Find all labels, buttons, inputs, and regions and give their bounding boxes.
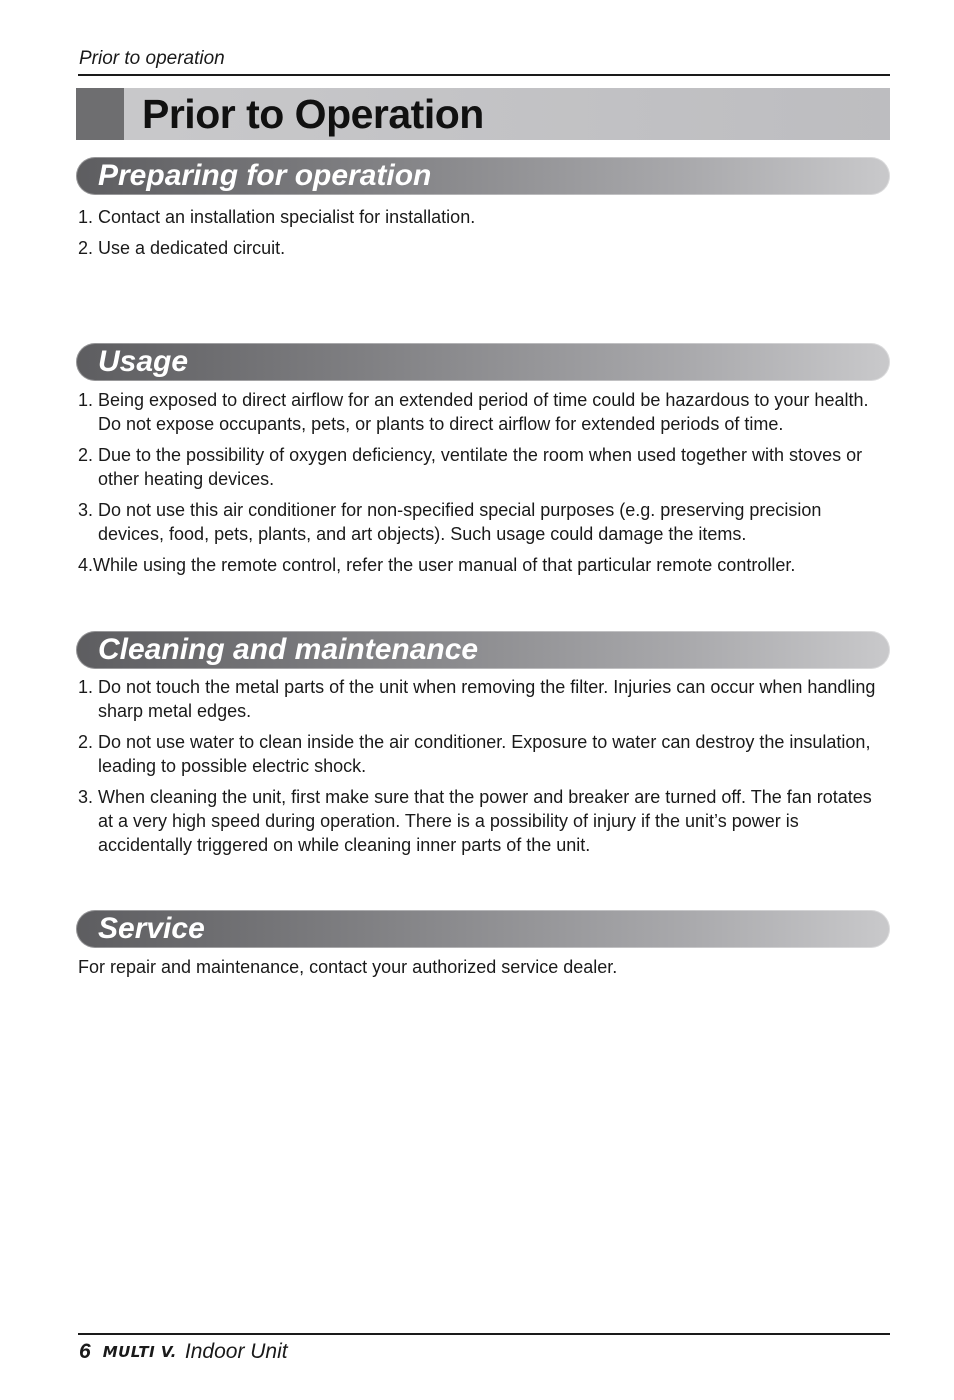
item-text: Do not touch the metal parts of the unit when removing the filter. Injuries can occur when handling sharp metal edges. <box>98 677 876 721</box>
list-item <box>78 675 890 723</box>
brand-logo-text: MULTI V. <box>102 1343 177 1361</box>
item-number: 3. <box>78 787 94 807</box>
list-item <box>78 443 890 491</box>
cleaning-list <box>78 675 890 864</box>
preparing-list <box>78 205 890 267</box>
list-item <box>78 553 890 577</box>
title-accent-block <box>76 88 124 140</box>
section-header-preparing <box>76 157 890 195</box>
item-number: 2. <box>78 238 94 258</box>
list-item <box>78 730 890 778</box>
item-text: Do not use this air conditioner for non-specified special purposes (e.g. preserving precision devices, food, pets, plants, and art objects). Such usage could damage the items. <box>98 500 822 544</box>
list-item <box>78 785 890 857</box>
item-number: 1. <box>78 207 94 227</box>
item-text: Do not use water to clean inside the air conditioner. Exposure to water can destroy the insulation, leading to possible electric shock. <box>98 732 871 776</box>
item-text: Being exposed to direct airflow for an extended period of time could be hazardous to your health. Do not expose occupants, pets, or plants to direct airflow for extended periods of time. <box>98 390 869 434</box>
section-title-cleaning: Cleaning and maintenance <box>98 633 479 666</box>
page-title-bar <box>76 88 890 140</box>
list-item <box>78 388 890 436</box>
item-text: When cleaning the unit, first make sure that the power and breaker are turned off. The fan rotates at a very high speed during operation. There is a possibility of injury if the unit’s power is accidentally triggered on while cleaning inner parts of the unit. <box>98 787 872 855</box>
running-header: Prior to operation <box>79 48 225 69</box>
multi-v-logo <box>103 1343 177 1361</box>
section-title-preparing: Preparing for operation <box>98 159 432 192</box>
item-text: Due to the possibility of oxygen deficiency, ventilate the room when used together with stoves or other heating devices. <box>98 445 863 489</box>
section-header-service <box>76 910 890 948</box>
section-header-cleaning <box>76 631 890 669</box>
header-rule <box>78 74 890 76</box>
section-title-usage: Usage <box>98 345 189 378</box>
item-number: 2. <box>78 445 94 465</box>
page-footer <box>79 1338 288 1366</box>
list-item <box>78 498 890 546</box>
section-title-service: Service <box>98 912 205 945</box>
item-number: 1. <box>78 677 94 697</box>
item-text: Contact an installation specialist for installation. <box>98 207 476 227</box>
item-text: Use a dedicated circuit. <box>98 238 286 258</box>
service-text: For repair and maintenance, contact your authorized service dealer. <box>78 957 618 977</box>
page-number: 6 <box>79 1340 91 1363</box>
list-item <box>78 236 890 260</box>
footer-unit-label: Indoor Unit <box>184 1340 288 1363</box>
item-number: 1. <box>78 390 94 410</box>
item-text: While using the remote control, refer the user manual of that particular remote controller. <box>93 555 796 575</box>
list-item <box>78 205 890 229</box>
item-number: 4. <box>78 555 94 575</box>
item-number: 3. <box>78 500 94 520</box>
item-number: 2. <box>78 732 94 752</box>
usage-list <box>78 388 890 584</box>
section-header-usage <box>76 343 890 381</box>
footer-rule <box>78 1333 890 1335</box>
page-title: Prior to Operation <box>142 91 484 137</box>
